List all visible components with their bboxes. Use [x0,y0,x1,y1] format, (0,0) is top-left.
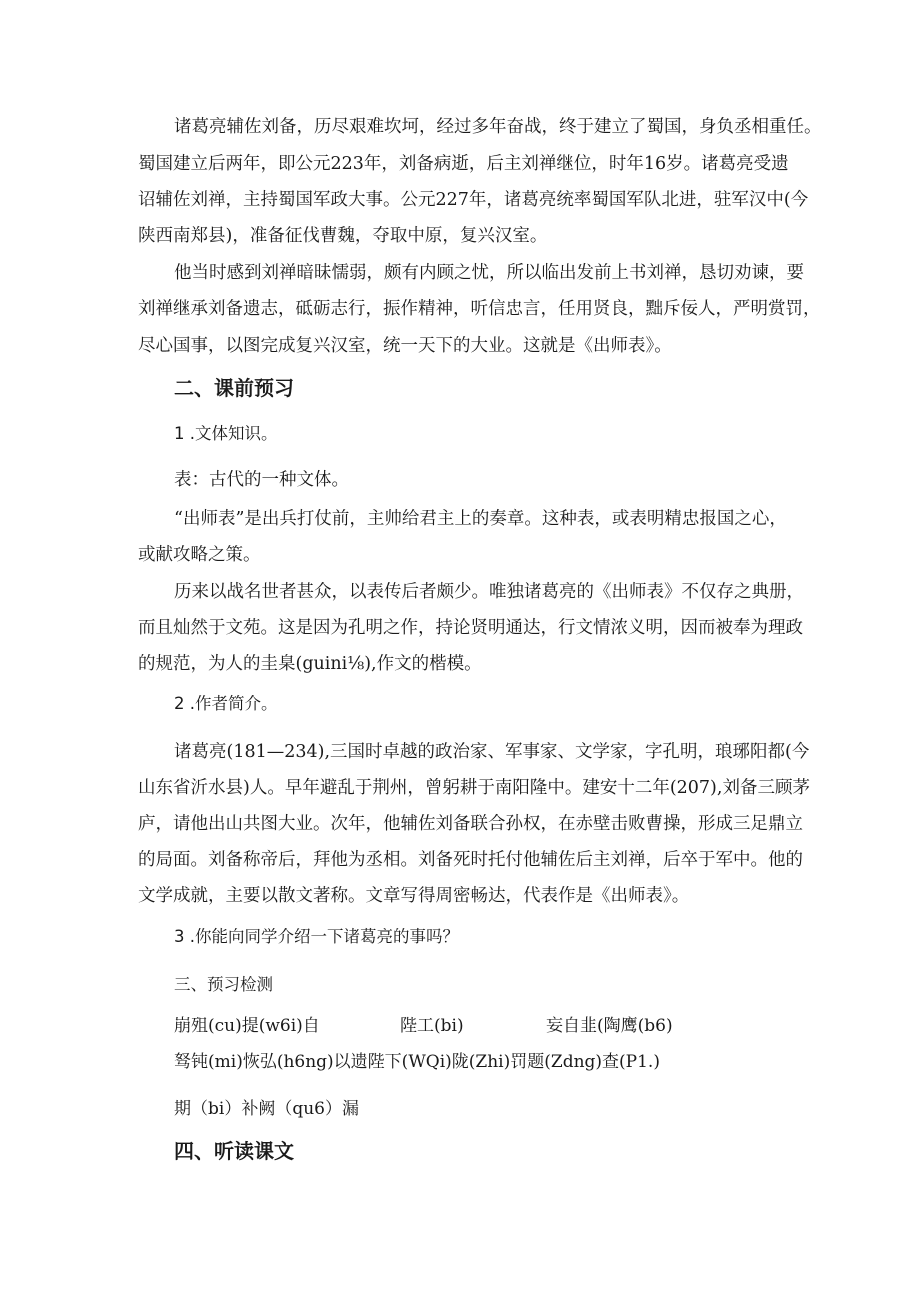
author-line-1: 诸葛亮(181—234),三国时卓越的政治家、军事家、文学家，字孔明，琅琊阳都(今 [174,742,810,762]
item-3-question: 3 .你能向同学介绍一下诸葛亮的事吗？ [174,927,459,946]
author-line-4: 的局面。刘备称帝后，拜他为丞相。刘备死时托付他辅佐后主刘禅，后卒于军中。他的 [138,850,803,870]
section-heading-listen: 四、听读课文 [174,1139,294,1163]
author-line-2: 山东省沂水县)人。早年避乱于荆州，曾躬耕于南阳隆中。建安十二年(207),刘备三顾茅 [138,778,810,798]
check-row-1-c: 妄自韭(陶鹰(b6) [546,1016,673,1036]
intro-p2-line-3: 尽心国事，以图完成复兴汉室，统一天下的大业。这就是《出师表》。 [138,336,672,356]
check-row-1-b: 陛工(bi) [400,1016,464,1036]
intro-p1-line-3: 诏辅佐刘禅，主持蜀国军政大事。公元227年，诸葛亮统率蜀国军队北进，驻军汉中(今 [138,190,809,210]
biao-definition: 表：古代的一种文体。 [174,470,349,490]
check-row-3: 期（bi）补阙（qu6）漏 [174,1099,359,1119]
chushibiao-line-1: “出师表”是出兵打仗前，主帅给君主上的奏章。这种表，或表明精忠报国之心， [174,509,787,529]
history-line-3: 的规范，为人的圭臬(guini⅛),作文的楷模。 [138,654,482,674]
author-line-5: 文学成就，主要以散文著称。文章写得周密畅达，代表作是《出师表》。 [138,886,690,906]
intro-p1-line-4: 陕西南郑县)，准备征伐曹魏，夺取中原，复兴汉室。 [138,226,548,246]
section-heading-check: 三、预习检测 [174,975,273,994]
chushibiao-line-2: 或献攻略之策。 [138,545,261,565]
item-2-author: 2 .作者简介。 [174,694,278,713]
check-row-1-a: 崩殂(cu)提(w6i)自 [174,1016,320,1036]
history-line-1: 历来以战名世者甚众，以表传后者颇少。唯独诸葛亮的《出师表》不仅存之典册， [174,582,804,602]
item-1-genre: 1 .文体知识。 [174,424,278,443]
history-line-2: 而且灿然于文苑。这是因为孔明之作，持论贤明通达，行文情浓义明，因而被奉为理政 [138,618,803,638]
intro-p2-line-1: 他当时感到刘禅暗昧懦弱，颇有内顾之忧，所以临出发前上书刘禅，恳切劝谏，要 [174,263,804,283]
intro-p1-line-1: 诸葛亮辅佐刘备，历尽艰难坎坷，经过多年奋战，终于建立了蜀国，身负丞相重任。 [174,117,822,137]
check-row-2: 驽钝(mi)恢弘(h6ng)以遗陛下(WQi)陇(Zhi)罚题(Zdng)查(P1.) [174,1052,660,1072]
author-line-3: 庐，请他出山共图大业。次年，他辅佐刘备联合孙权，在赤壁击败曹操，形成三足鼎立 [138,814,803,834]
intro-p1-line-2: 蜀国建立后两年，即公元223年，刘备病逝，后主刘禅继位，时年16岁。诸葛亮受遗 [138,154,789,174]
section-heading-preview: 二、课前预习 [174,376,294,400]
intro-p2-line-2: 刘禅继承刘备遗志，砥砺志行，振作精神，听信忠言，任用贤良，黜斥佞人，严明赏罚， [138,299,821,319]
